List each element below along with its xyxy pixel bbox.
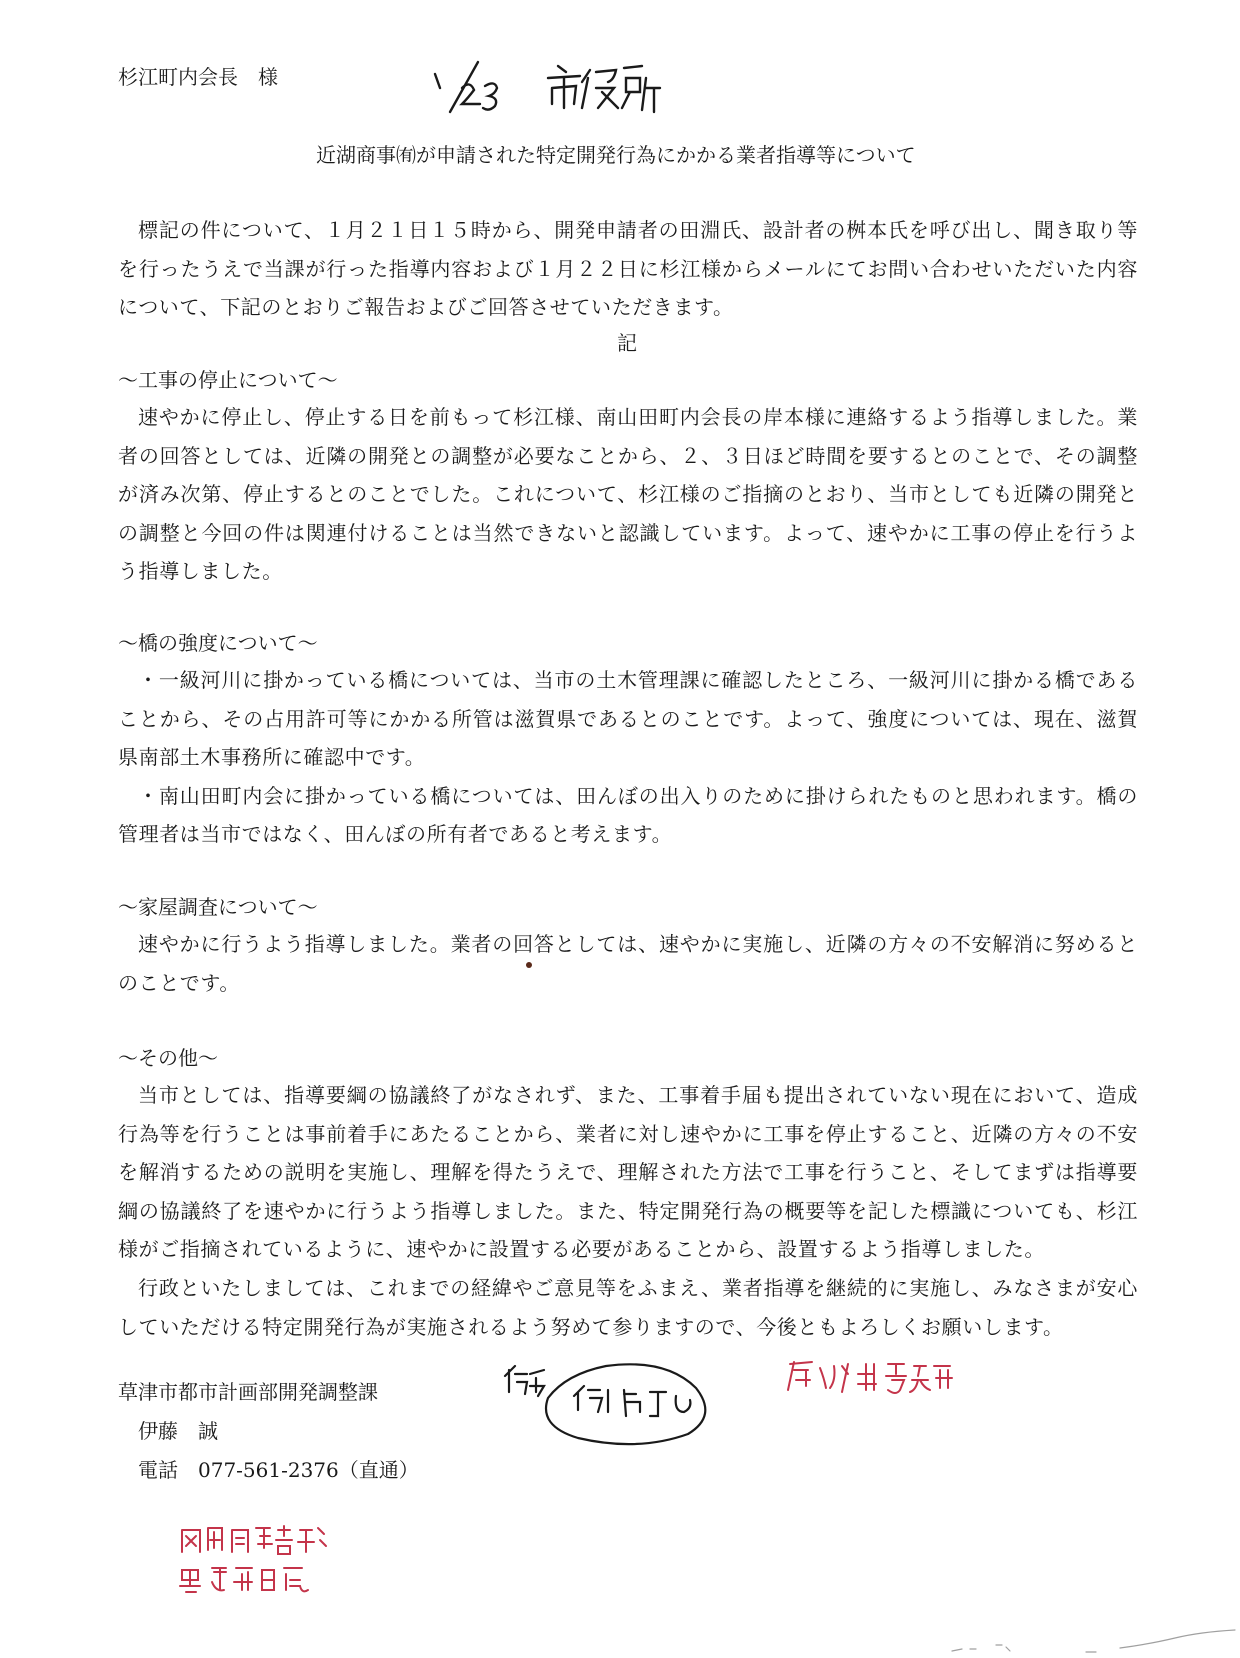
section-text: 速やかに停止し、停止する日を前もって杉江様、南山田町内会長の岸本様に連絡するよう指導しました。業者の回答としては、近隣の開発との調整が必要なことから、２、３日ほど時間を要するとのことで、その調整が済み次第、停止するとのことでした。これについて、杉江様のご指摘のとおり、当市としても近隣の開発との調整と今回の件は関連付けることは当然できないと認識しています。よって、速やかに工事の停止を行うよう指導しました。 xyxy=(118,405,1138,584)
hand-red-right xyxy=(788,1362,952,1393)
bridge-bullet-2: ・南山田町内会に掛かっている橋については、田んぼの出入りのために掛けられたものと思われます。橋の管理者は当市ではなく、田んぼの所有者であると考えます。 xyxy=(118,783,1138,847)
hand-sign-circled xyxy=(505,1364,705,1444)
section-heading-house-survey: ～家屋調査について～ xyxy=(118,895,318,919)
intro-text: 標記の件について、１月２１日１５時から、開発申請者の田淵氏、設計者の桝本氏を呼び出し、聞き取り等を行ったうえで当課が行った指導内容および１月２２日に杉江様からメールにてお問い合わせいただいた内容について、下記のとおりご報告およびご回答させていただきます。 xyxy=(118,218,1138,320)
other-paragraph-1: 当市としては、指導要綱の協議終了がなされず、また、工事着手届も提出されていない現在において、造成行為等を行うことは事前着手にあたることから、業者に対し速やかに工事を停止すること、近隣の方々の不安を解消するための説明を実施し、理解を得たうえで、理解された方法で工事を行うこと、そしてまずは指導要綱の協議終了を速やかに行うよう指導しました。また、特定開発行為の概要等を記した標識についても、杉江様がご指摘されているように、速やかに設置する必要があることから、設置するよう指導しました。 xyxy=(118,1083,1138,1262)
section-text: 速やかに行うよう指導しました。業者の回答としては、速やかに実施し、近隣の方々の不安解消に努めるとのことです。 xyxy=(118,932,1138,995)
hand-red-bottom xyxy=(180,1526,326,1592)
addressee: 杉江町内会長 様 xyxy=(118,65,278,89)
section-heading-other: ～その他～ xyxy=(118,1046,218,1070)
signature-phone: 電話 077-561-2376（直通） xyxy=(138,1458,419,1482)
section-heading-bridge: ～橋の強度について～ xyxy=(118,631,318,655)
signature-department: 草津市都市計画部開発調整課 xyxy=(118,1380,378,1404)
bridge-bullet-1: ・一級河川に掛かっている橋については、当市の土木管理課に確認したところ、一級河川に掛かる橋であることから、その占用許可等にかかる所管は滋賀県であるとのことです。よって、強度については、現在、滋賀県南部土木事務所に確認中です。 xyxy=(118,668,1138,770)
ki-label: 記 xyxy=(617,331,637,355)
other-paragraph-2: 行政といたしましては、これまでの経緯やご意見等をふまえ、業者指導を継続的に実施し、みなさまが安心していただける特定開発行為が実施されるよう努めて参りますので、今後ともよろしくお願いします。 xyxy=(118,1275,1138,1339)
signature-name: 伊藤 誠 xyxy=(138,1419,218,1443)
hand-office xyxy=(548,66,660,112)
section-body-stop-work xyxy=(118,398,1138,591)
intro-paragraph xyxy=(118,211,1138,327)
document-title: 近湖商事㈲が申請された特定開発行為にかかる業者指導等について xyxy=(316,143,916,167)
section-body-bridge xyxy=(118,661,1138,854)
section-heading-stop-work: ～工事の停止について～ xyxy=(118,368,338,392)
section-body-house-survey xyxy=(118,925,1138,1002)
section-body-other xyxy=(118,1076,1138,1346)
faint-marks xyxy=(952,1630,1235,1652)
hand-date xyxy=(435,62,497,112)
